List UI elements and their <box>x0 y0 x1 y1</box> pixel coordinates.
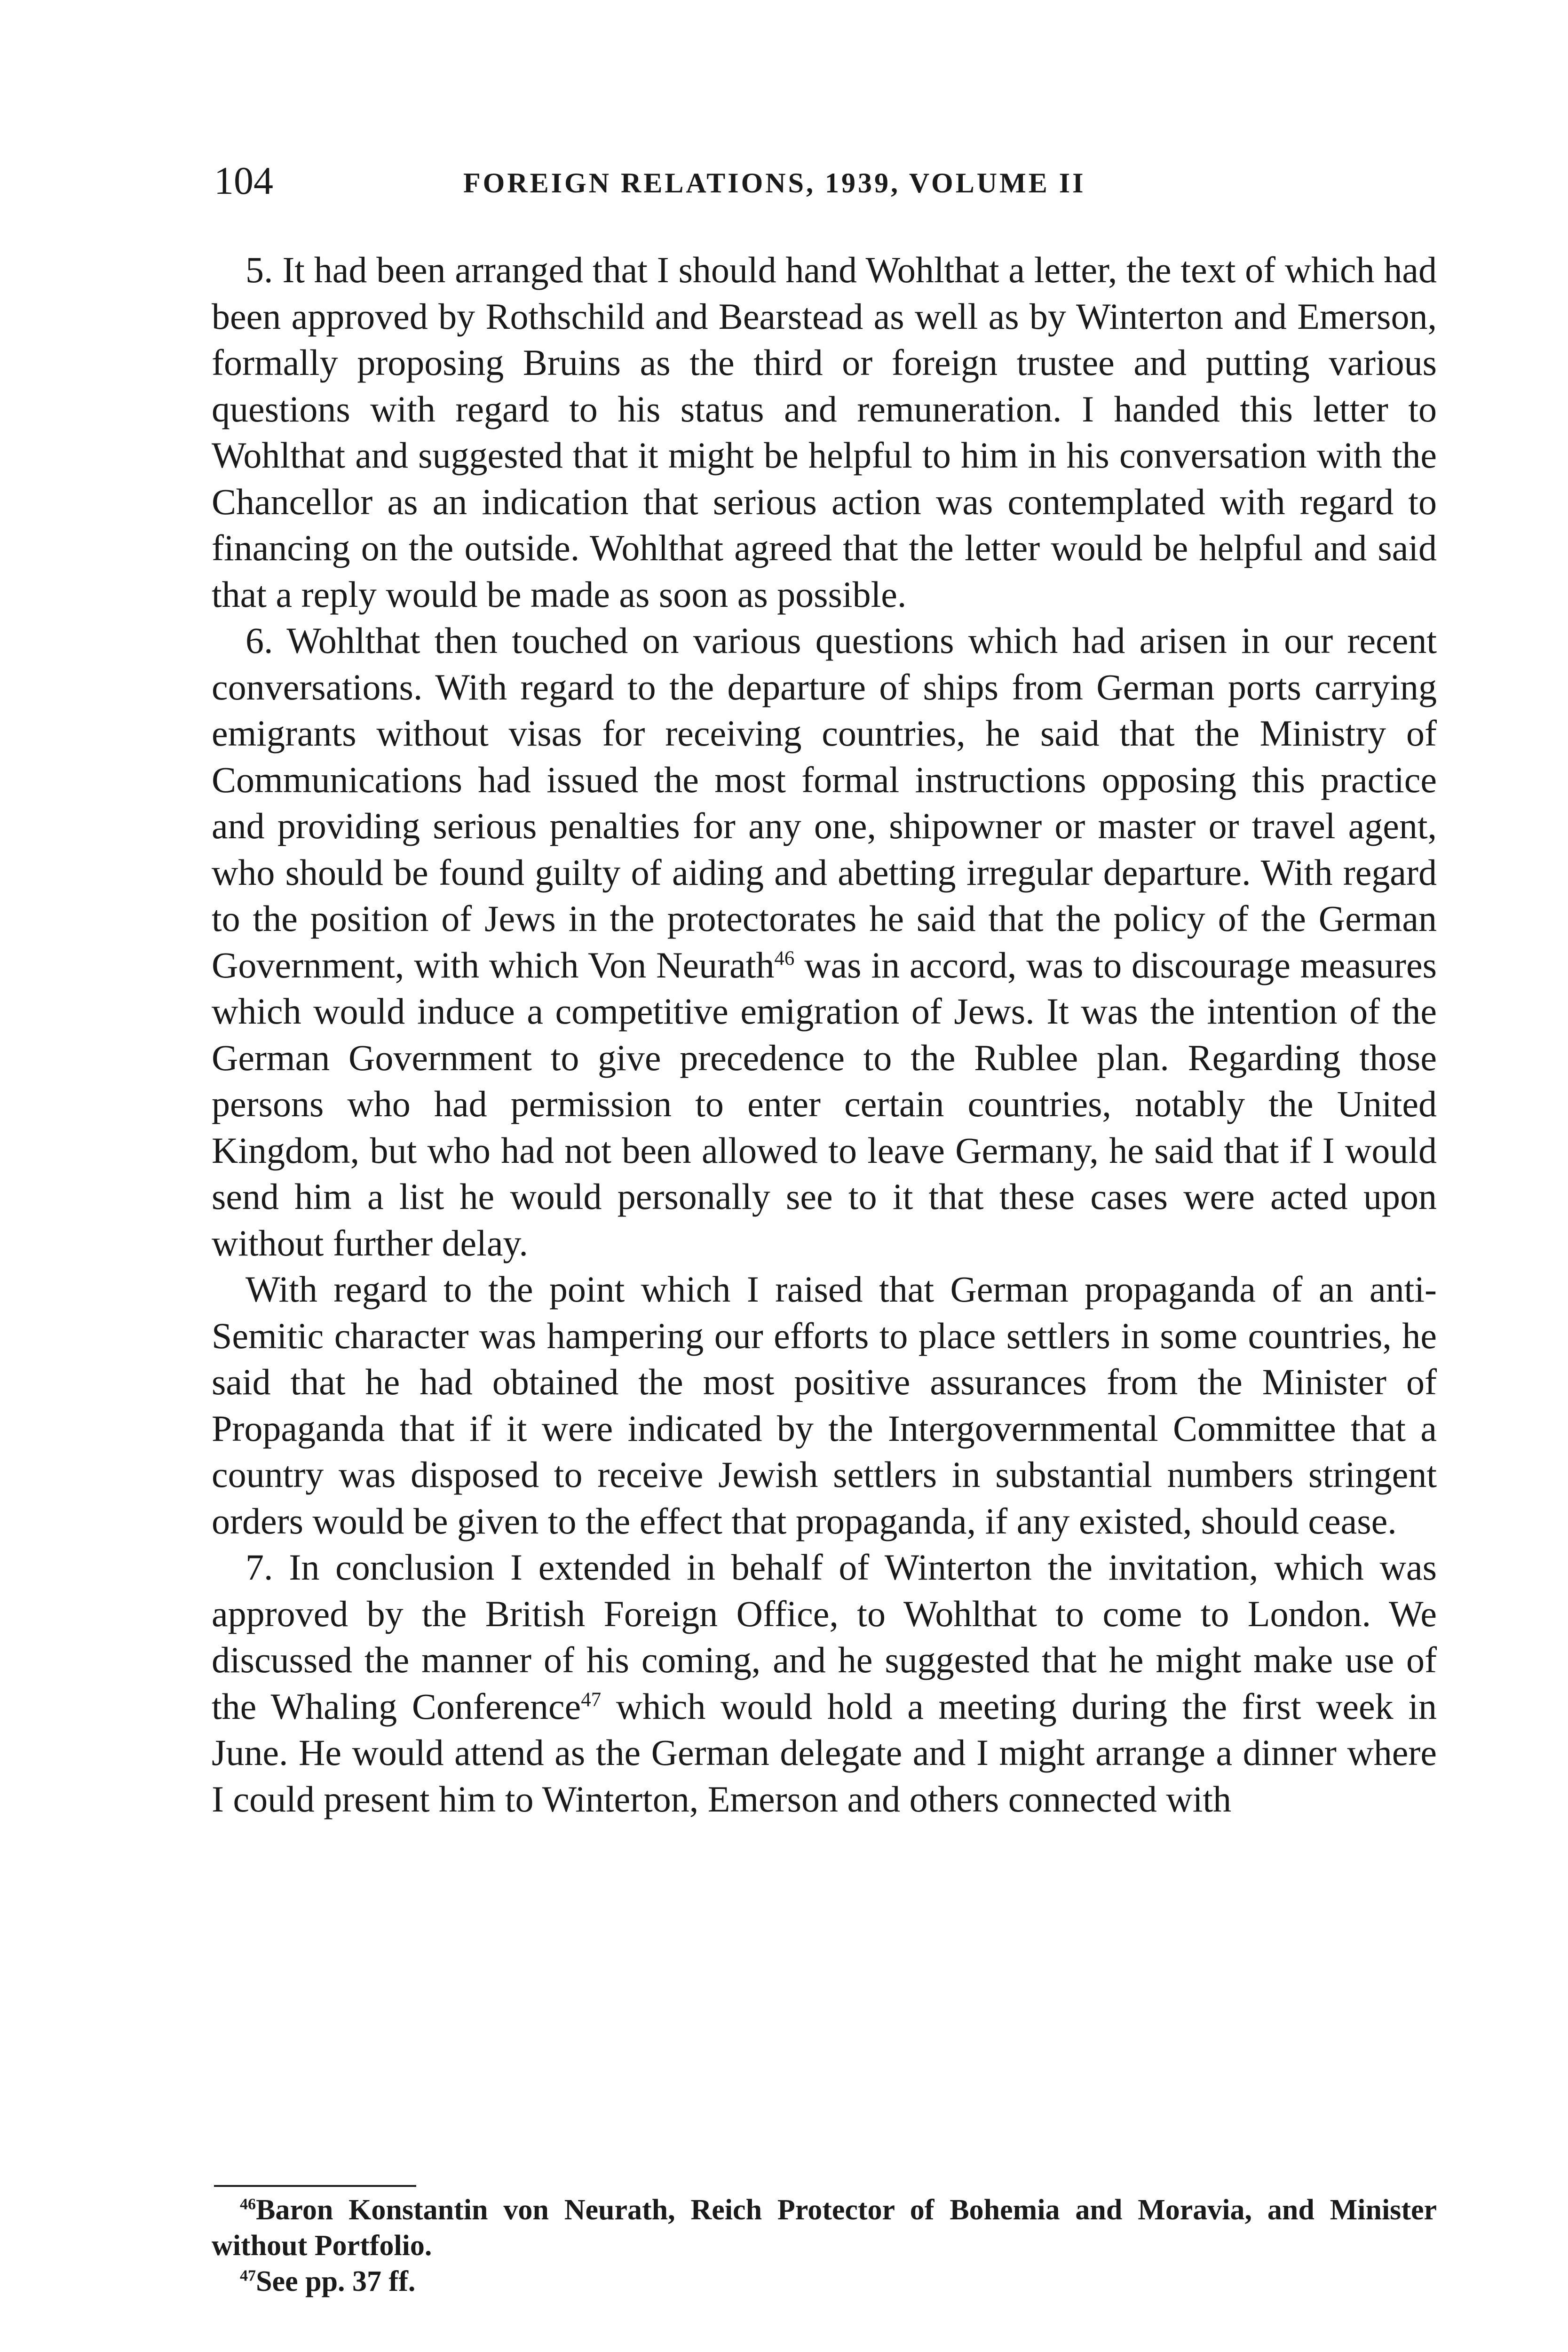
paragraph-propaganda: With regard to the point which I raised that German propaganda of an anti-Semitic character was hampering our efforts to place settlers in some countries, he said that he had obtained the most positive assurances from the Minister of Propaganda that if it were indicated by the Intergovernmental Committee that a country was disposed to receive Jewish settlers in substantial numbers stringent orders would be given to the effect that propaganda, if any existed, should cease. <box>212 1269 1437 1542</box>
paragraph-6 <box>212 618 1437 1266</box>
paragraph-5: 5. It had been arranged that I should hand Wohlthat a letter, the text of which had been approved by Rothschild and Bearstead as well as by Winterton and Emerson, formally proposing Bruins as the third or foreign trustee and putting various questions with regard to his status and remuneration. I handed this letter to Wohlthat and suggested that it might be helpful to him in his conversation with the Chancellor as an indication that serious action was contemplated with regard to financing on the outside. Wohlthat agreed that the letter would be helpful and said that a reply would be made as soon as possible. <box>212 249 1437 615</box>
footnote-marker-46: 46 <box>240 2195 256 2213</box>
footnote-marker-47: 47 <box>240 2267 256 2285</box>
paragraph-6-text-end: was in accord, was to discourage measures which would induce a competitive emigration of Jews. It was the intention of the German Government to give precedence to the Rublee plan. Regarding those persons who had permission to enter certain countries, notably the United Kingdom, but who had not been allowed to leave Germany, he said that if I would send him a list he would personally see to it that these cases were acted upon without further delay. <box>212 944 1437 1263</box>
footnote-ref-47: 47 <box>581 1688 602 1711</box>
page-number: 104 <box>214 159 273 203</box>
footnote-47 <box>212 2264 1437 2299</box>
footnote-divider <box>214 2185 416 2187</box>
page-header <box>214 158 1441 214</box>
running-title: FOREIGN RELATIONS, 1939, VOLUME II <box>463 167 1086 199</box>
footnote-46-text: Baron Konstantin von Neurath, Reich Protector of Bohemia and Moravia, and Minister without Portfolio. <box>212 2194 1437 2262</box>
footnote-47-text: See pp. 37 ff. <box>256 2265 416 2297</box>
paragraph-7-text-start: 7. In conclusion I extended in behalf of Winterton the invitation, which was approved by the British Foreign Office, to Wohlthat to come to London. We discussed the manner of his coming, and he suggested that he might make use of the Whaling Conference <box>212 1547 1437 1727</box>
paragraph-7 <box>212 1544 1437 1822</box>
footnotes <box>212 2192 1437 2299</box>
footnote-ref-46: 46 <box>774 947 795 969</box>
paragraph-7-text-end: which would hold a meeting during the first week in June. He would attend as the German delegate and I might arrange a dinner where I could present him to Winterton, Emerson and others connected with <box>212 1685 1437 1820</box>
paragraph-6-text-start: 6. Wohlthat then touched on various questions which had arisen in our recent conversations. With regard to the departure of ships from German ports carrying emigrants without visas for receiving countries, he said that the Ministry of Communications had issued the most formal instructions opposing this practice and providing serious penalties for any one, shipowner or master or travel agent, who should be found guilty of aiding and abetting irregular departure. With regard to the position of Jews in the protectorates he said that the policy of the German Government, with which Von Neurath <box>212 620 1437 985</box>
body-text <box>212 247 1437 1822</box>
footnote-46 <box>212 2192 1437 2264</box>
